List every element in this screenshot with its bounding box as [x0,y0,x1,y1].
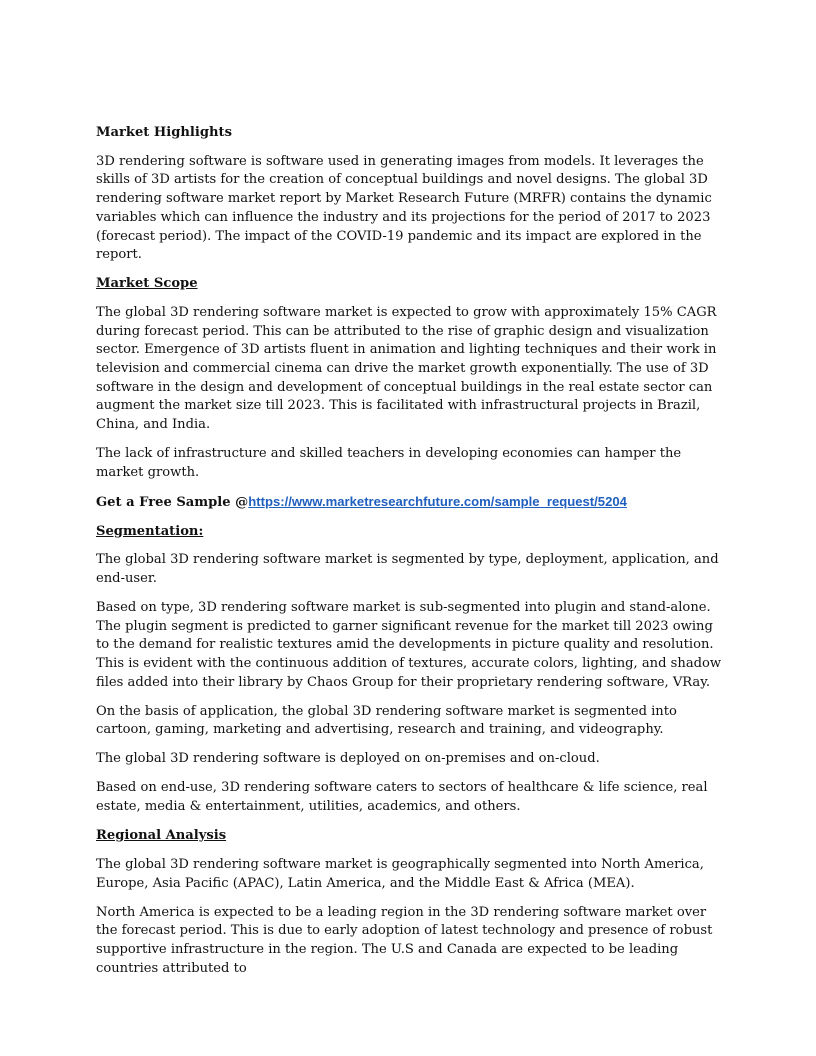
heading-market-highlights: Market Highlights [96,125,232,140]
paragraph-highlights: 3D rendering software is software used in generating images from models. It leverages the skills of 3D artists for the creation of conceptual buildings and novel designs. The global 3D rendering software market report by Market Research Future (MRFR) contains the dynamic variables which can influence the industry and its projections for the period of 2017 to 2023 (forecast period). The impact of the COVID-19 pandemic and its impact are explored in the report. [96,153,712,263]
free-sample-line [96,493,724,513]
paragraph-segmentation-5: Based on end-use, 3D rendering software caters to sectors of healthcare & life science, real estate, media & entertainment, utilities, academics, and others. [96,780,708,815]
paragraph-segmentation-2: Based on type, 3D rendering software market is sub-segmented into plugin and stand-alone. The plugin segment is predicted to garner significant revenue for the market till 2023 owing to the demand for realistic textures amid the developments in picture quality and resolution. This is evident with the continuous addition of textures, accurate colors, lighting, and shadow files added into their library by Chaos Group for their proprietary rendering software, VRay. [96,599,722,690]
sample-request-link[interactable]: https://www.marketresearchfuture.com/sample_request/5204 [248,493,627,509]
paragraph-scope-2: The lack of infrastructure and skilled teachers in developing economies can hamper the market growth. [96,446,682,480]
free-sample-label: Get a Free Sample @ [96,494,249,510]
paragraph-segmentation-3: On the basis of application, the global 3D rendering software market is segmented into cartoon, gaming, marketing and advertising, research and training, and videography. [96,703,677,738]
heading-market-scope: Market Scope [96,276,198,292]
heading-segmentation: Segmentation: [96,523,204,539]
paragraph-segmentation-4: The global 3D rendering software is deployed on on-premises and on-cloud. [96,751,600,767]
paragraph-scope-1: The global 3D rendering software market is expected to grow with approximately 15% CAGR during forecast period. This can be attributed to the rise of graphic design and visualization sector. Emergence of 3D artists fluent in animation and lighting techniques and their work in television and commercial cinema can drive the market growth exponentially. The use of 3D software in the design and development of conceptual buildings in the real estate sector can augment the market size till 2023. This is facilitated with infrastructural projects in Brazil, China, and India. [96,304,717,433]
paragraph-segmentation-1: The global 3D rendering software market is segmented by type, deployment, application, and end-user. [96,552,719,586]
document-page [96,124,724,989]
paragraph-regional-2: North America is expected to be a leading region in the 3D rendering software market over the forecast period. This is due to early adoption of latest technology and presence of robust supportive infrastructure in the region. The U.S and Canada are expected to be leading countries attributed to [96,904,713,976]
heading-regional-analysis: Regional Analysis [96,828,227,844]
paragraph-regional-1: The global 3D rendering software market is geographically segmented into North America, Europe, Asia Pacific (APAC), Latin America, and the Middle East & Africa (MEA). [96,856,704,891]
